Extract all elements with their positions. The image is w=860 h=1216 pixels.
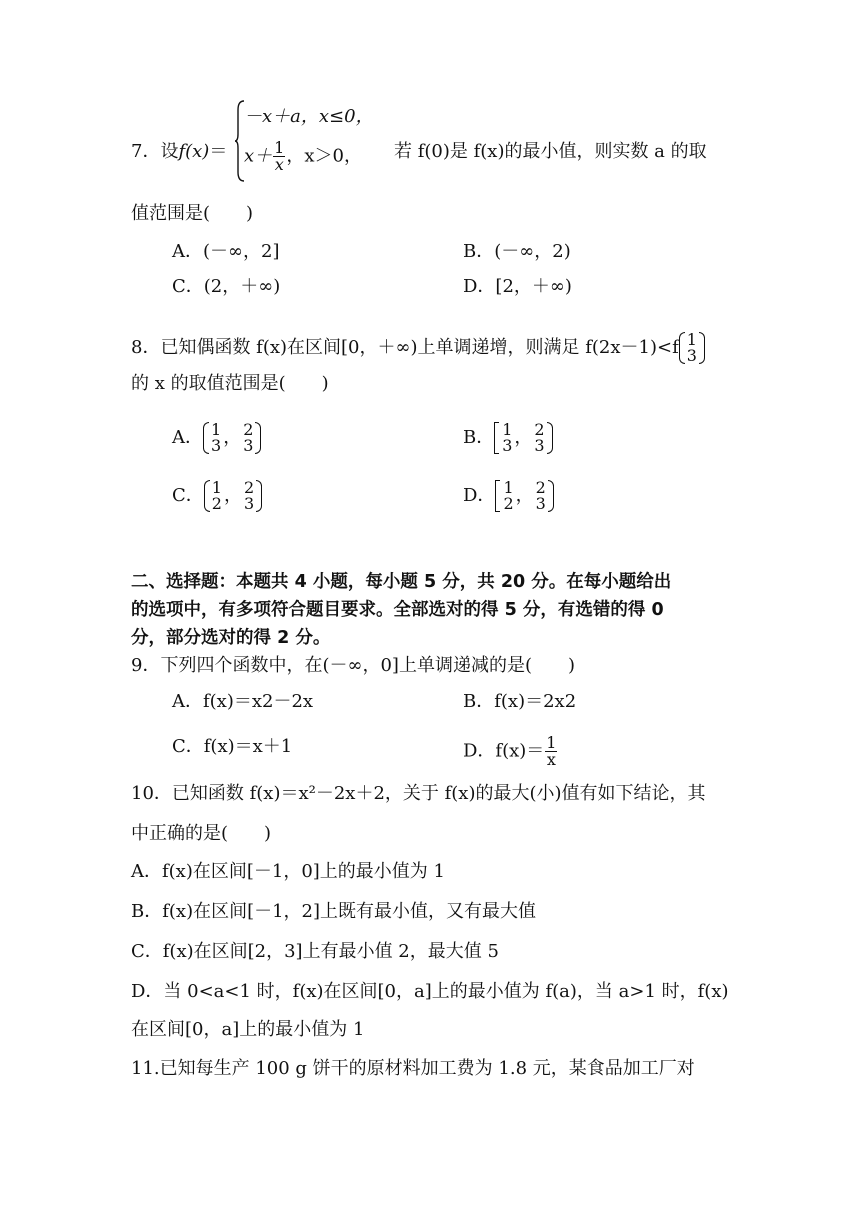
q8-option-c: C． 1 2 ， 2 3 [172,480,262,512]
q9-option-d: D．f(x)＝ $\frac{1}{x}$ [463,733,557,769]
q7-tail: 若 f(0)是 f(x)的最小值，则实数 a 的取 [394,141,707,162]
q8-option-d: D． 1 2 ， 2 3 [463,480,554,512]
q7-stem: 7．设f(x)＝ [131,141,228,162]
q10-line1: 10．已知函数 f(x)＝x²－2x＋2，关于 f(x)的最大(小)值有如下结论，其 [131,783,706,804]
q9-option-d-fraction: $\frac{1}{x}$ [546,733,557,769]
q9-stem: 9．下列四个函数中，在(－∞，0]上单调递减的是( ) [131,655,575,676]
q10-option-d-line2: 在区间[0，a]上的最小值为 1 [131,1019,365,1040]
q10-option-d-line1: D．当 0<a<1 时，f(x)在区间[0，a]上的最小值为 f(a)，当 a>1 时，f(x) [131,981,729,1002]
q8-line1: 8．已知偶函数 f(x)在区间[0，＋∞)上单调递增，则满足 f(2x－1)<f 1 3 [131,332,705,364]
q7-option-d: D．[2，＋∞) [463,276,572,297]
q7-case1: －x＋a，x≤0， [244,106,374,127]
q8-paren-fraction: 1 3 [679,332,705,364]
section2-line1: 二、选择题：本题共 4 小题，每小题 5 分，共 20 分。在每小题给出 [131,572,672,592]
section2-line2: 的选项中，有多项符合题目要求。全部选对的得 5 分，有选错的得 0 [131,600,664,620]
q9-option-c: C．f(x)＝x＋1 [172,736,293,757]
q8-option-a: A． 1 3 ， 2 3 [172,422,261,454]
q10-line2: 中正确的是( ) [131,823,272,844]
q10-option-c: C．f(x)在区间[2，3]上有最小值 2，最大值 5 [131,941,499,962]
q7-option-c: C．(2，＋∞) [172,276,281,297]
q7-line2: 值范围是( ) [131,203,254,224]
q10-option-a: A．f(x)在区间[－1，0]上的最小值为 1 [131,861,445,882]
q8-option-b: B． 1 3 ， 2 3 [463,422,553,454]
q7-option-a: A．(－∞，2] [172,241,280,262]
q8-line2: 的 x 的取值范围是( ) [131,373,329,394]
section2-line3: 分，部分选对的得 2 分。 [131,628,331,648]
q7-case2-fraction: $\frac{1}{x}$ [274,138,285,174]
q11-line1: 11.已知每生产 100 g 饼干的原材料加工费为 1.8 元，某食品加工厂对 [131,1058,695,1079]
q10-option-b: B．f(x)在区间[－1，2]上既有最小值，又有最大值 [131,901,537,922]
q7-option-b: B．(－∞，2) [463,241,571,262]
q7-case2: x＋ $\frac{1}{x}$ ，x＞0， [244,138,362,174]
q9-option-b: B．f(x)＝2x2 [463,691,577,712]
q9-option-a: A．f(x)＝x2－2x [172,691,314,712]
